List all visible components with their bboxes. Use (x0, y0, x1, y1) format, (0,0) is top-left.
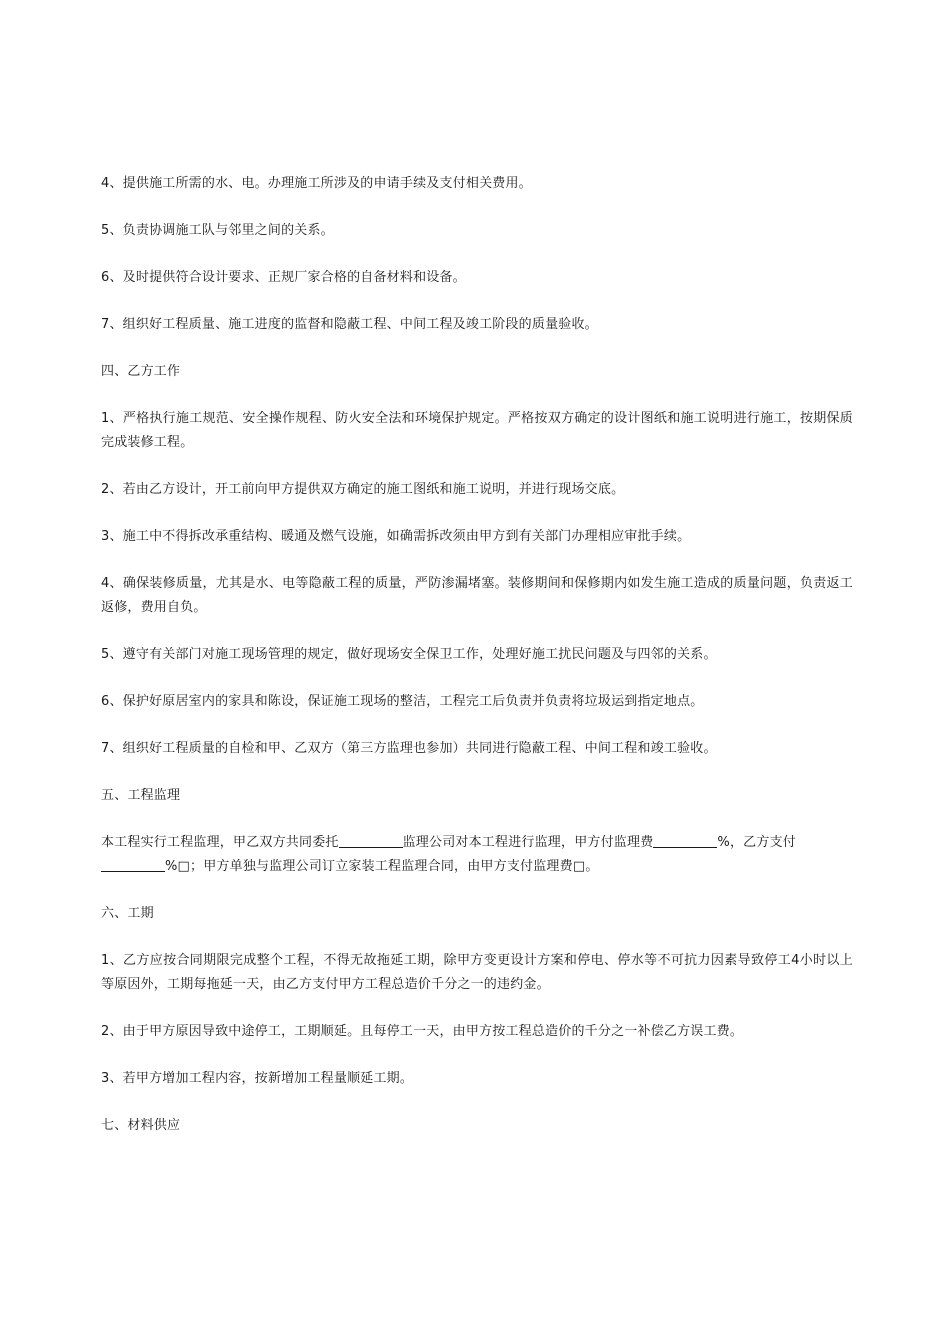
clause-party-b-1: 1、严格执行施工规范、安全操作规程、防火安全法和环境保护规定。严格按双方确定的设计图纸和施工说明进行施工，按期保质完成装修工程。 (101, 411, 853, 450)
clause-supervision (101, 831, 853, 879)
supervision-text-2: 监理公司对本工程进行监理，甲方付监理费 (402, 835, 654, 850)
clause-party-b-2: 2、若由乙方设计，开工前向甲方提供双方确定的施工图纸和施工说明，并进行现场交底。 (101, 482, 625, 497)
section-heading-party-b-work: 四、乙方工作 (101, 364, 181, 379)
section-heading-materials: 七、材料供应 (101, 1118, 181, 1133)
clause-schedule-2: 2、由于甲方原因导致中途停工，工期顺延。且每停工一天，由甲方按工程总造价的千分之一补偿乙方误工费。 (101, 1024, 744, 1039)
supervision-company-blank[interactable] (339, 833, 403, 848)
section-heading-schedule: 六、工期 (101, 906, 154, 921)
supervision-text-1: 本工程实行工程监理，甲乙双方共同委托 (101, 835, 339, 850)
clause-party-b-3: 3、施工中不得拆改承重结构、暖通及燃气设施，如确需拆改须由甲方到有关部门办理相应审批手续。 (101, 529, 691, 544)
clause-party-b-6: 6、保护好原居室内的家具和陈设，保证施工现场的整洁，工程完工后负责并负责将垃圾运到指定地点。 (101, 694, 704, 709)
clause-party-b-5: 5、遵守有关部门对施工现场管理的规定，做好现场安全保卫工作，处理好施工扰民问题及与四邻的关系。 (101, 647, 717, 662)
supervision-text-4: %□；甲方单独与监理公司订立家装工程监理合同，由甲方支付监理费□。 (165, 859, 599, 874)
party-a-fee-blank[interactable] (653, 833, 717, 848)
clause-party-a-7: 7、组织好工程质量、施工进度的监督和隐蔽工程、中间工程及竣工阶段的质量验收。 (101, 317, 598, 332)
clause-party-a-5: 5、负责协调施工队与邻里之间的关系。 (101, 223, 334, 238)
clause-party-a-4: 4、提供施工所需的水、电。办理施工所涉及的申请手续及支付相关费用。 (101, 176, 532, 191)
document-body (101, 172, 853, 1161)
supervision-text-3: %，乙方支付 (717, 835, 796, 850)
section-heading-supervision: 五、工程监理 (101, 788, 181, 803)
party-b-fee-blank[interactable] (101, 857, 165, 872)
clause-schedule-3: 3、若甲方增加工程内容，按新增加工程量顺延工期。 (101, 1071, 414, 1086)
clause-schedule-1: 1、乙方应按合同期限完成整个工程，不得无故拖延工期，除甲方变更设计方案和停电、停水等不可抗力因素导致停工4小时以上等原因外，工期每拖延一天，由乙方支付甲方工程总造价千分之一的违约金。 (101, 953, 853, 992)
clause-party-b-7: 7、组织好工程质量的自检和甲、乙双方（第三方监理也参加）共同进行隐蔽工程、中间工程和竣工验收。 (101, 741, 717, 756)
clause-party-b-4: 4、确保装修质量，尤其是水、电等隐蔽工程的质量，严防渗漏堵塞。装修期间和保修期内如发生施工造成的质量问题，负责返工返修，费用自负。 (101, 576, 853, 615)
clause-party-a-6: 6、及时提供符合设计要求、正规厂家合格的自备材料和设备。 (101, 270, 466, 285)
